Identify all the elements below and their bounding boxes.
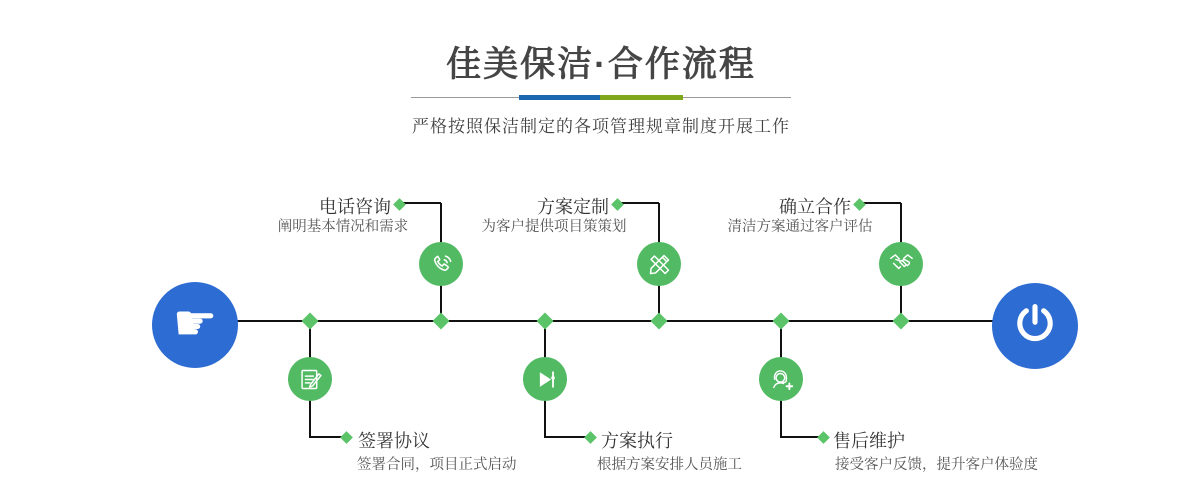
page-title: 佳美保洁·合作流程 [446,45,756,84]
diamond-marker [611,198,624,211]
diamond-marker [302,313,319,330]
diamond-marker [817,431,830,444]
step-title: 确立合作 [779,197,851,217]
step-title: 电话咨询 [319,197,391,217]
handshake-icon [879,242,923,286]
diamond-marker [537,313,554,330]
page-subtitle: 严格按照保洁制定的各项管理规章制度开展工作 [412,117,790,136]
step-desc: 根据方案安排人员施工 [597,457,742,473]
sign-document-icon [288,357,332,401]
pointing-hand-icon: ☛ [172,295,218,351]
diamond-marker [651,313,668,330]
step-desc: 清洁方案通过客户评估 [727,219,873,235]
divider-blue-segment [519,95,600,100]
power-icon [1013,302,1057,351]
step-title: 方案执行 [601,431,673,451]
headset-icon [759,357,803,401]
diamond-marker [340,431,353,444]
step-title: 方案定制 [537,197,609,217]
phone-icon [419,242,463,286]
end-node [992,283,1078,369]
diamond-marker [433,313,450,330]
diamond-marker [853,198,866,211]
step-desc: 接受客户反馈，提升客户体验度 [835,457,1038,473]
design-icon [637,242,681,286]
play-icon [523,357,567,401]
step-desc: 为客户提供项目策策划 [481,219,627,235]
diamond-marker [893,313,910,330]
step-title: 售后维护 [833,431,905,451]
step-title: 签署协议 [358,431,430,451]
start-node [152,282,238,368]
diamond-marker [393,198,406,211]
diamond-marker [584,431,597,444]
step-desc: 阐明基本情况和需求 [277,219,409,235]
divider-green-segment [600,95,683,100]
step-desc: 签署合同，项目正式启动 [357,457,517,473]
diamond-marker [773,313,790,330]
